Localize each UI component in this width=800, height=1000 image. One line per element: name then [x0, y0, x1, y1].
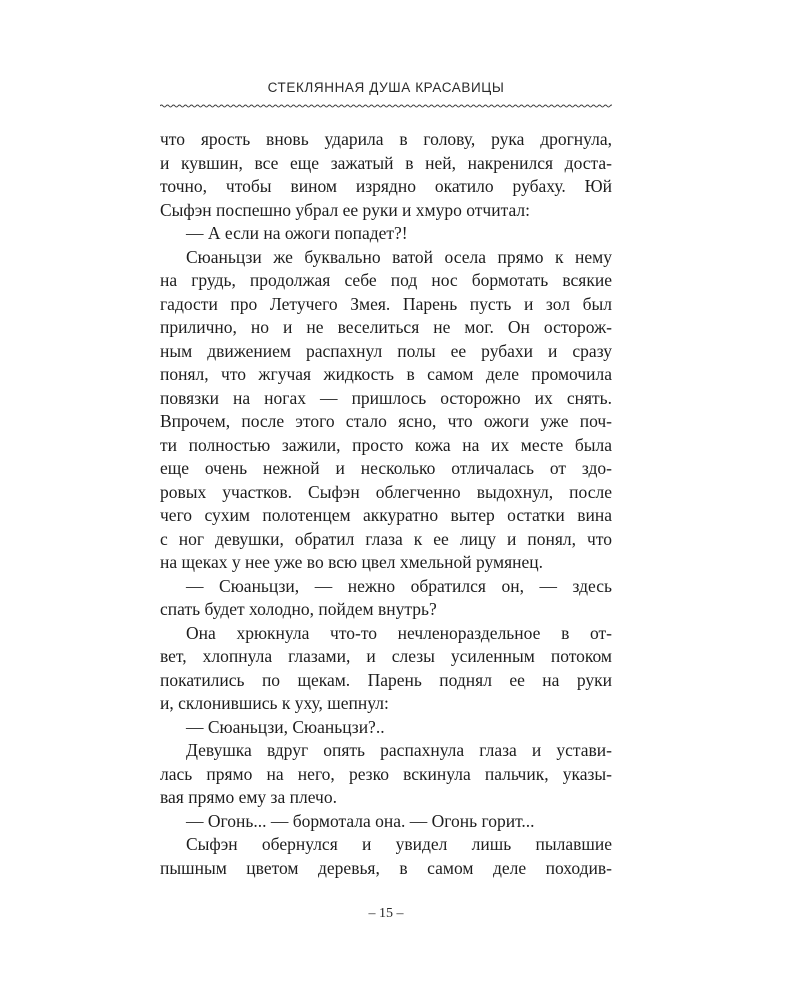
text-line: вая прямо ему за плечо. [160, 787, 337, 807]
text-line: спать будет холодно, пойдем внутрь? [160, 599, 437, 619]
text-line: ровых участков. Сыфэн облегченно выдохнул, после [160, 481, 612, 502]
text-line: — Сюаньцзи, — нежно обратился он, — здесь [186, 575, 612, 596]
text-line: пышным цветом деревья, в самом деле походив- [160, 857, 612, 878]
text-line: еще очень нежной и несколько отличалась от здо- [160, 458, 612, 478]
text-line: с ног девушки, обратил глаза к ее лицу и понял, что [160, 528, 612, 549]
text-line: Сюаньцзи же буквально ватой осела прямо к нему [186, 246, 612, 267]
text-line: повязки на ногах — пришлось осторожно их снять. [160, 387, 612, 408]
text-line: лась прямо на него, резко вскинула пальчик, указы- [160, 763, 612, 784]
page-number: – 15 – [368, 906, 404, 921]
text-line: Впрочем, после этого стало ясно, что ожоги уже поч- [160, 411, 612, 431]
text-line: вет, хлопнула глазами, и слезы усиленным потоком [160, 646, 612, 666]
text-line: Девушка вдруг опять распахнула глаза и устави- [186, 740, 612, 760]
running-header: СТЕКЛЯННАЯ ДУША КРАСАВИЦЫ [267, 80, 505, 95]
text-line: и, склонившись к уху, шепнул: [160, 693, 389, 713]
wavy-header-rule [160, 101, 612, 111]
text-line: — А если на ожоги попадет?! [186, 223, 408, 243]
text-line: гадости про Летучего Змея. Парень пусть и зол был [160, 293, 612, 314]
text-line: — Сюаньцзи, Сюаньцзи?.. [186, 716, 385, 737]
text-line: чего сухим полотенцем аккуратно вытер остатки вина [160, 505, 612, 525]
text-line: — Огонь... — бормотала она. — Огонь горит... [186, 810, 535, 831]
text-line: понял, что жгучая жидкость в самом деле промочила [160, 364, 612, 384]
text-line: Сыфэн обернулся и увидел лишь пылавшие [186, 834, 612, 854]
body-text [160, 128, 612, 880]
text-line: на щеках у нее уже во всю цвел хмельной румянец. [160, 552, 544, 572]
text-line: прилично, но и не веселиться не мог. Он осторож- [160, 317, 612, 337]
text-line: Она хрюкнула что-то нечленораздельное в от- [186, 622, 612, 643]
text-line: ным движением распахнул полы ее рубахи и сразу [160, 340, 612, 361]
text-line: и кувшин, все еще зажатый в ней, накренился доста- [160, 152, 612, 173]
text-line: точно, чтобы вином изрядно окатило рубаху. Юй [160, 176, 612, 196]
text-line: на грудь, продолжая себе под нос бормотать всякие [160, 270, 612, 290]
text-line: что ярость вновь ударила в голову, рука дрогнула, [160, 129, 612, 149]
text-line: ти полностью зажили, просто кожа на их месте была [160, 434, 612, 455]
text-line: Сыфэн поспешно убрал ее руки и хмуро отчитал: [160, 199, 530, 220]
text-line: покатились по щекам. Парень поднял ее на руки [160, 669, 612, 690]
